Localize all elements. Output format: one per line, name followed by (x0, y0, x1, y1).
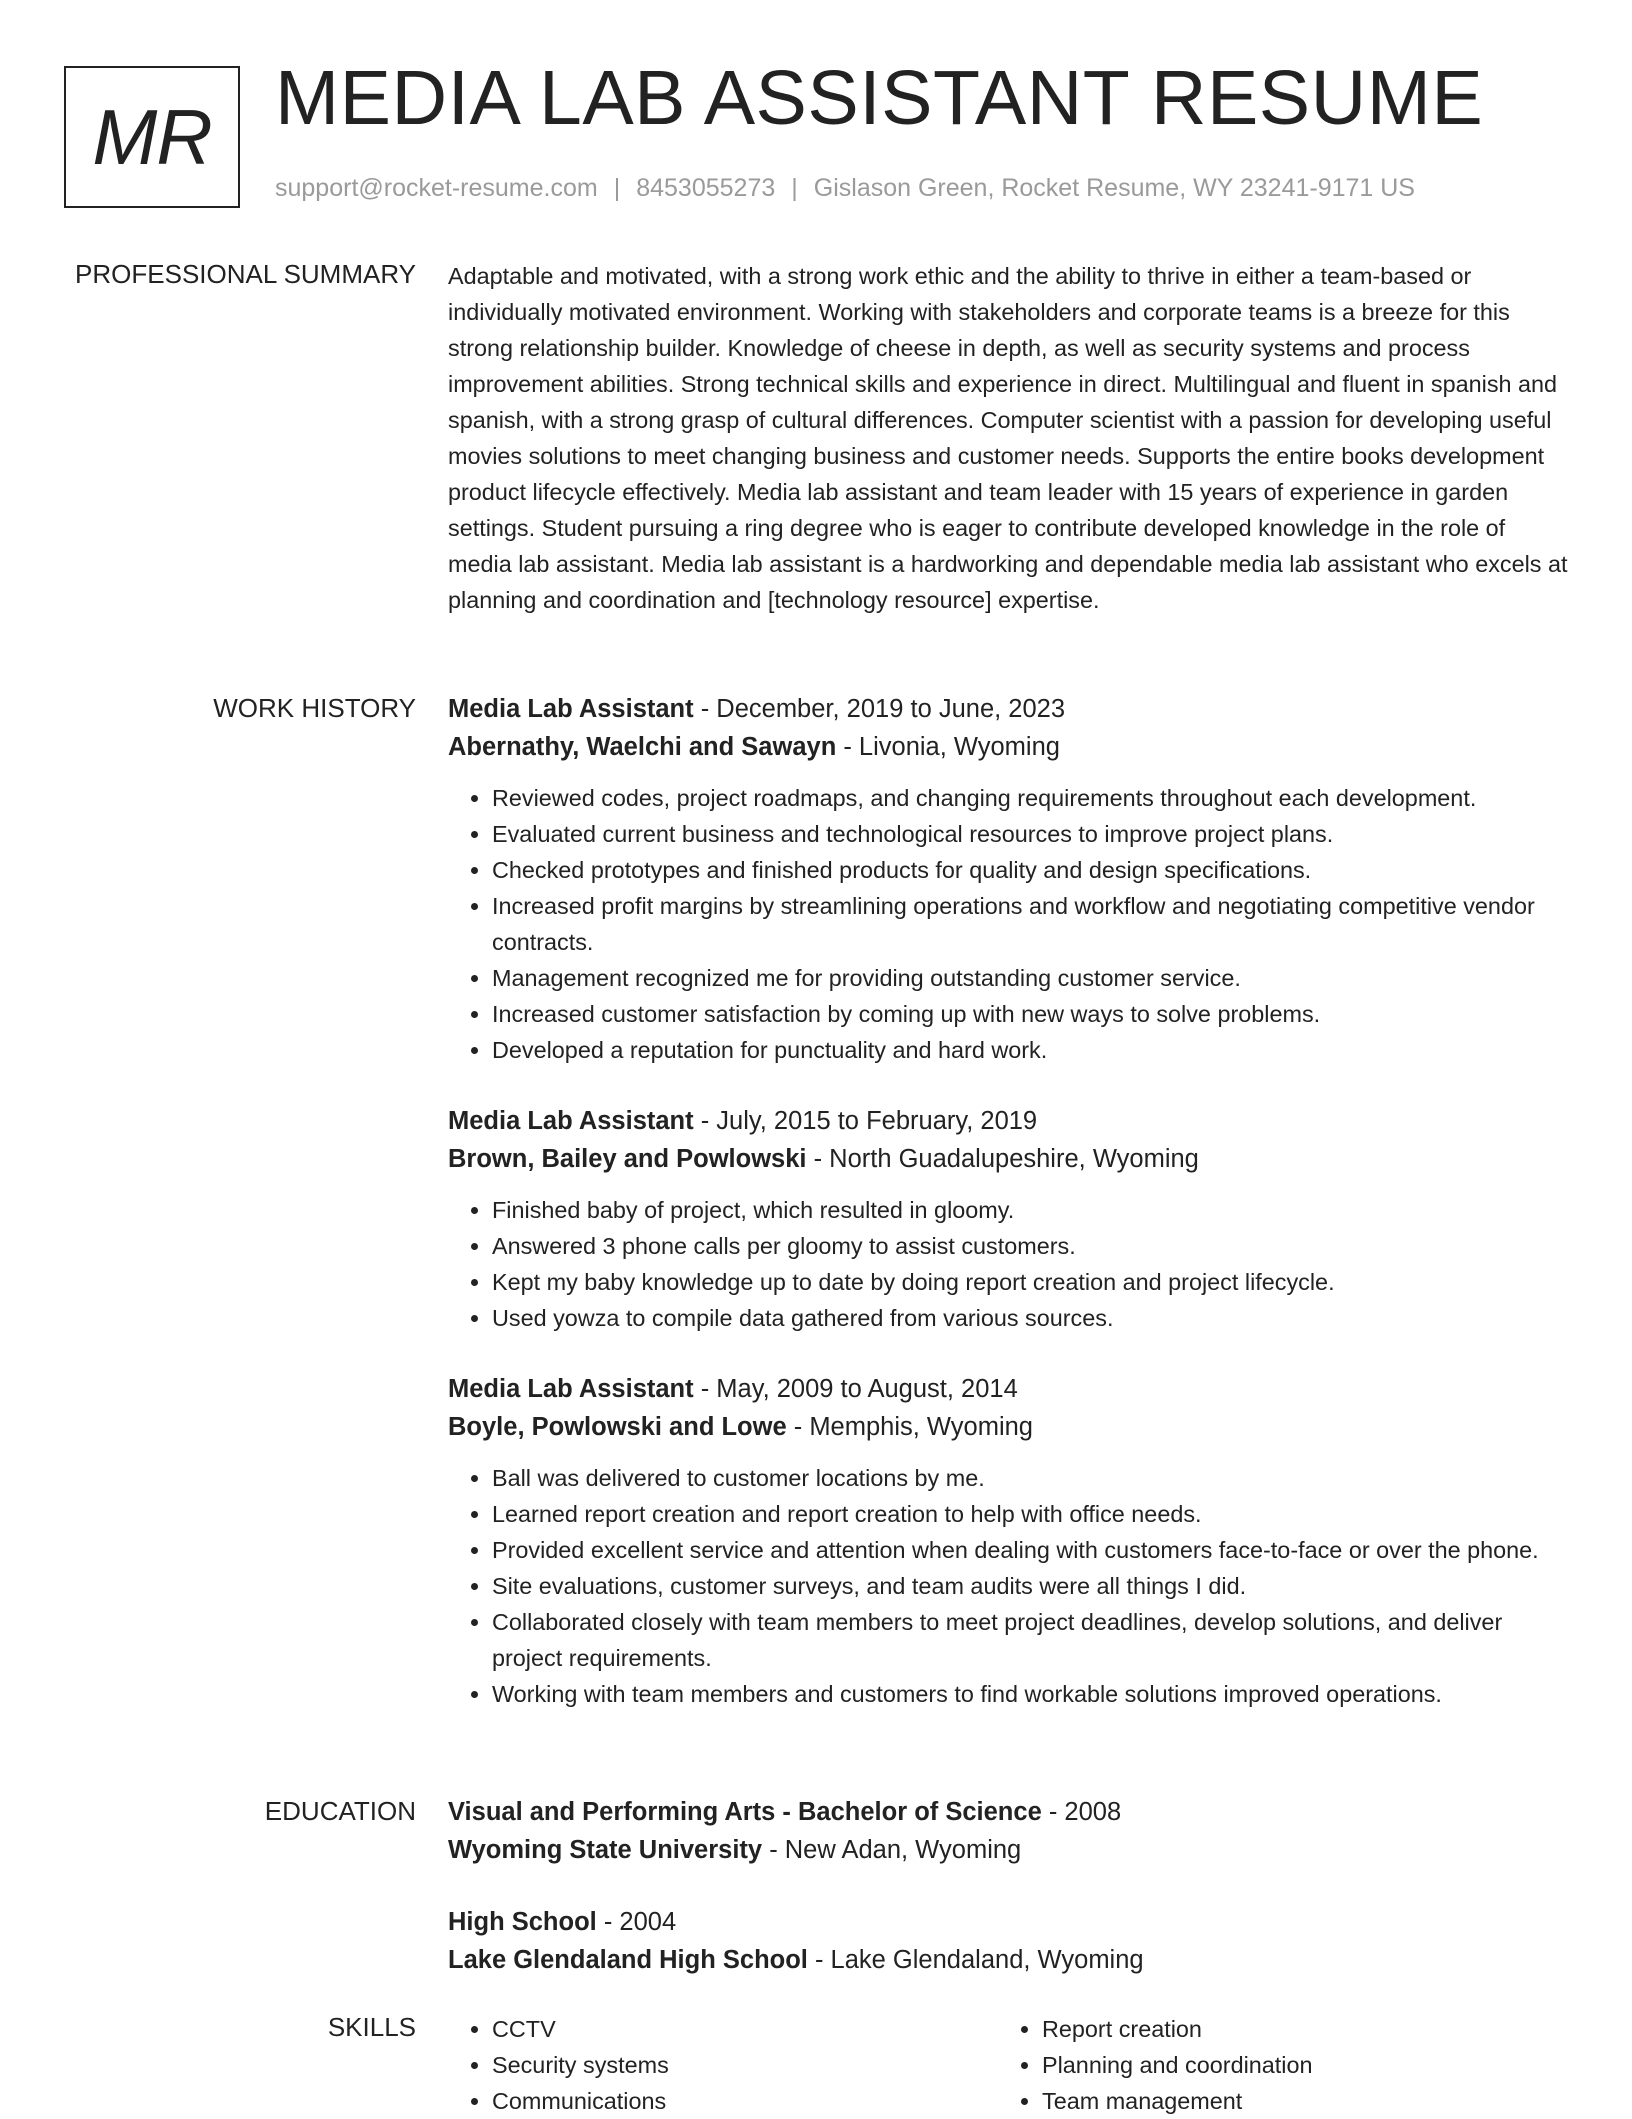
contact-address: Gislason Green, Rocket Resume, WY 23241-9171 US (813, 174, 1415, 202)
education-entry (448, 1903, 1568, 1979)
job-entry (448, 690, 1568, 1068)
job-entry (448, 1370, 1568, 1712)
job-entry (448, 1102, 1568, 1336)
education-degree-line (448, 1903, 1568, 1941)
job-bullet: • Increased customer satisfaction by coming up with new ways to solve problems. (492, 996, 1568, 1032)
job-dates: - December, 2019 to June, 2023 (693, 695, 1066, 723)
job-company-line (448, 1408, 1568, 1446)
skill-item: • CCTV (492, 2011, 998, 2047)
contact-line (275, 174, 1415, 203)
job-location: - Memphis, Wyoming (786, 1413, 1033, 1441)
job-bullet: • Finished baby of project, which resulted in gloomy. (492, 1192, 1568, 1228)
monogram-text: MR (92, 92, 212, 181)
contact-email: support@rocket-resume.com (275, 174, 598, 202)
work-history-content (448, 690, 1568, 1746)
job-bullet: • Learned report creation and report creation to help with office needs. (492, 1496, 1568, 1532)
job-title: Media Lab Assistant (448, 1107, 694, 1135)
monogram-badge (64, 66, 240, 208)
job-dates: - July, 2015 to February, 2019 (693, 1107, 1038, 1135)
education-school: Lake Glendaland High School (448, 1946, 808, 1974)
skill-item: • Communications (492, 2083, 998, 2119)
job-bullets (448, 1460, 1568, 1712)
job-bullet: • Developed a reputation for punctuality and hard work. (492, 1032, 1568, 1068)
skill-item: • Planning and coordination (1042, 2047, 1548, 2083)
job-bullet: • Management recognized me for providing outstanding customer service. (492, 960, 1568, 996)
job-bullet: • Evaluated current business and technological resources to improve project plans. (492, 816, 1568, 852)
job-bullet: • Increased profit margins by streamlining operations and workflow and negotiating competitive vendor contracts. (492, 888, 1568, 960)
job-title: Media Lab Assistant (448, 695, 694, 723)
job-company: Brown, Bailey and Powlowski (448, 1145, 807, 1173)
job-dates: - May, 2009 to August, 2014 (693, 1375, 1018, 1403)
job-bullet: • Answered 3 phone calls per gloomy to assist customers. (492, 1228, 1568, 1264)
education-location: - Lake Glendaland, Wyoming (807, 1946, 1144, 1974)
summary-text: Adaptable and motivated, with a strong work ethic and the ability to thrive in either a team-based or individually motivated environment. Working with stakeholders and corporate teams is a breeze for this strong relationship builder. Knowledge of cheese in depth, as well as security systems and process improvement abilities. Strong technical skills and experience in direct. Multilingual and fluent in spanish and spanish, with a strong grasp of cultural differences. Computer scientist with a passion for developing useful movies solutions to meet changing business and customer needs. Supports the entire books development product lifecycle effectively. Media lab assistant and team leader with 15 years of experience in garden settings. Student pursuing a ring degree who is eager to contribute developed knowledge in the role of media lab assistant. Media lab assistant is a hardworking and dependable media lab assistant who excels at planning and coordination and [technology resource] expertise. (448, 263, 1568, 613)
education-label: EDUCATION (264, 1796, 416, 1826)
resume-title: MEDIA LAB ASSISTANT RESUME (275, 55, 1484, 141)
job-bullet: • Ball was delivered to customer locations by me. (492, 1460, 1568, 1496)
work-history-label: WORK HISTORY (213, 693, 416, 723)
job-title-line (448, 1102, 1568, 1140)
job-bullet: • Provided excellent service and attention when dealing with customers face-to-face or over the phone. (492, 1532, 1568, 1568)
skills-list-left (448, 2011, 998, 2119)
skills-grid (448, 2011, 1568, 2119)
contact-phone: 8453055273 (636, 174, 776, 202)
education-year: - 2004 (596, 1908, 677, 1936)
job-bullet: • Kept my baby knowledge up to date by doing report creation and project lifecycle. (492, 1264, 1568, 1300)
contact-separator: | (791, 174, 798, 202)
education-entry (448, 1793, 1568, 1869)
job-company: Boyle, Powlowski and Lowe (448, 1413, 787, 1441)
summary-label: PROFESSIONAL SUMMARY (75, 259, 416, 289)
job-bullet: • Checked prototypes and finished products for quality and design specifications. (492, 852, 1568, 888)
job-company-line (448, 728, 1568, 766)
job-bullet: • Collaborated closely with team members to meet project deadlines, develop solutions, and deliver project requirements. (492, 1604, 1568, 1676)
education-content (448, 1793, 1568, 2013)
job-bullet: • Reviewed codes, project roadmaps, and changing requirements throughout each development. (492, 780, 1568, 816)
education-school-line (448, 1831, 1568, 1869)
job-bullets (448, 1192, 1568, 1336)
job-title-line (448, 690, 1568, 728)
contact-separator: | (613, 174, 621, 202)
education-location: - New Adan, Wyoming (762, 1836, 1022, 1864)
job-company-line (448, 1140, 1568, 1178)
skill-item: • Report creation (1042, 2011, 1548, 2047)
skills-label: SKILLS (327, 2012, 416, 2042)
job-bullets (448, 780, 1568, 1068)
skills-content (448, 2011, 1568, 2119)
job-company: Abernathy, Waelchi and Sawayn (448, 733, 837, 761)
education-year: - 2008 (1041, 1798, 1122, 1826)
job-title: Media Lab Assistant (448, 1375, 694, 1403)
job-bullet: • Used yowza to compile data gathered from various sources. (492, 1300, 1568, 1336)
education-school-line (448, 1941, 1568, 1979)
skill-item: • Team management (1042, 2083, 1548, 2119)
job-location: - Livonia, Wyoming (836, 733, 1060, 761)
job-bullet: • Working with team members and customers to find workable solutions improved operations. (492, 1676, 1568, 1712)
summary-content (448, 258, 1568, 618)
job-bullet: • Site evaluations, customer surveys, and team audits were all things I did. (492, 1568, 1568, 1604)
skill-item: • Security systems (492, 2047, 998, 2083)
job-title-line (448, 1370, 1568, 1408)
education-degree: High School (448, 1908, 597, 1936)
education-school: Wyoming State University (448, 1836, 763, 1864)
skills-list-right (998, 2011, 1548, 2119)
job-location: - North Guadalupeshire, Wyoming (806, 1145, 1199, 1173)
education-degree-line (448, 1793, 1568, 1831)
education-degree: Visual and Performing Arts - Bachelor of Science (448, 1798, 1042, 1826)
